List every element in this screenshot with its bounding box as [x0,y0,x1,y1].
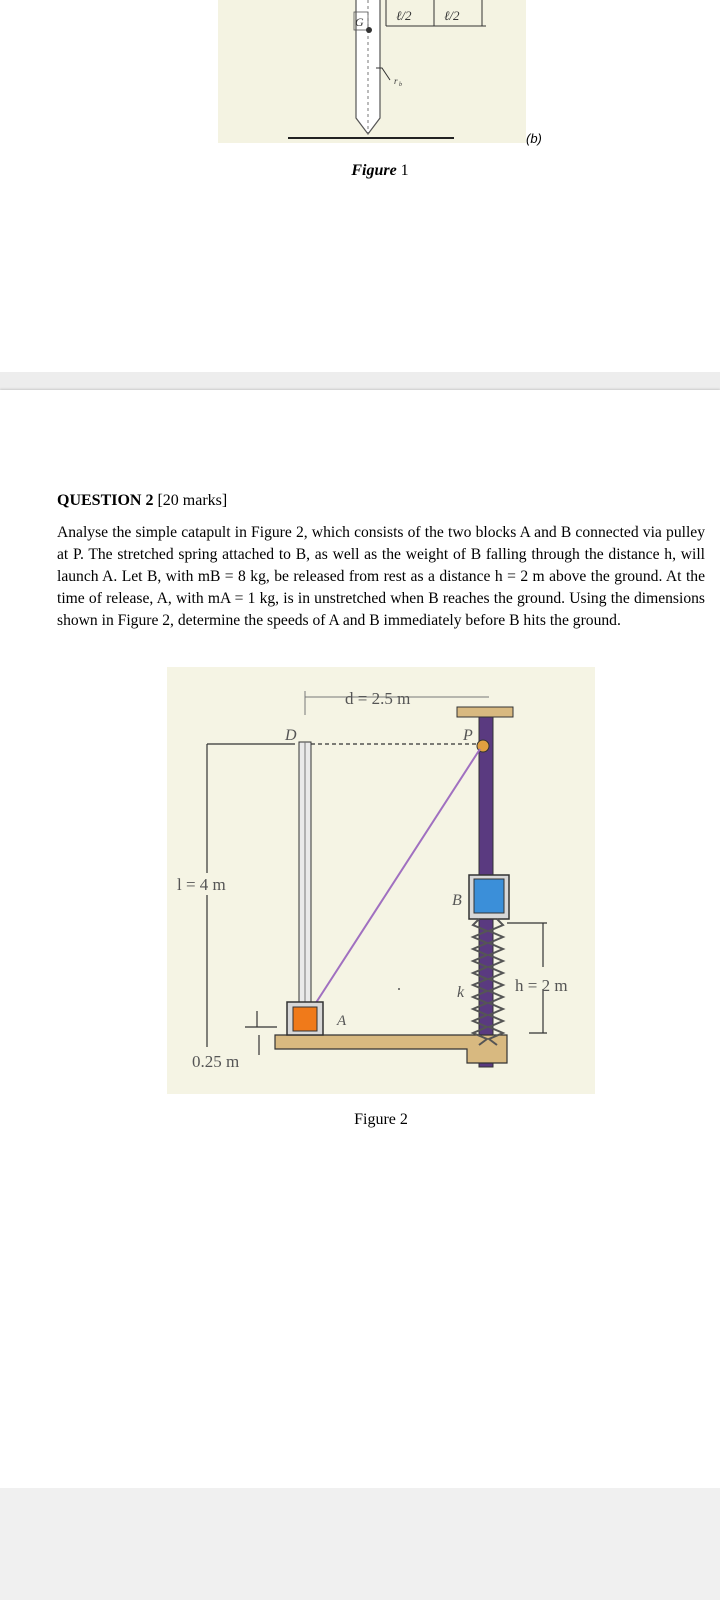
question-title: QUESTION 2 [57,492,154,509]
block-a-label: A [337,1013,347,1029]
figure-1-caption-italic: Figure [351,162,397,179]
figure-2-image [167,667,595,1094]
offset-label: 0.25 m [192,1052,240,1071]
length-l-label: l = 4 m [177,875,226,894]
radius-subscript: b [399,82,402,88]
page-gap [0,372,720,390]
radius-label: r [394,76,398,86]
dim-left-label: ℓ/2 [396,8,412,23]
point-d-label: D [285,727,297,744]
page-1 [0,0,720,372]
figure-2-drawing [167,667,595,1094]
figure-1-sub-label: (b) [526,131,542,146]
point-p-label: P [463,727,473,744]
block-b-label: B [452,892,462,909]
question-body: Analyse the simple catapult in Figure 2, which consists of the two blocks A and B connected via pulley at P. The stretched spring attached to B, as well as the weight of B falling through the distance h, will launch A. Let B, with mB = 8 kg, be released from rest as a distance h = 2 m above the ground. At the time of release, A, with mA = 1 kg, is in unstretched when B reaches the ground. Using the dimensions shown in Figure 2, determine the speeds of A and B immediately before B hits the ground. [57,524,705,629]
center-of-gravity-marker [366,27,372,33]
point-g-label: G [355,15,364,29]
block-b [474,879,504,913]
block-a [293,1007,317,1031]
dimension-d-label: d = 2.5 m [345,689,411,708]
figure-1-caption-number: 1 [400,162,409,179]
figure-1-drawing [218,0,526,143]
figure-1-caption [0,162,720,180]
figure-1-image [218,0,526,143]
figure-2-caption: Figure 2 [354,1111,408,1128]
question-heading [57,492,227,510]
spring-k-label: k [457,984,465,1001]
question-marks: [20 marks] [157,492,228,509]
bottom-gap [0,1488,720,1600]
height-h-label: h = 2 m [515,976,568,995]
dim-right-label: ℓ/2 [444,8,460,23]
